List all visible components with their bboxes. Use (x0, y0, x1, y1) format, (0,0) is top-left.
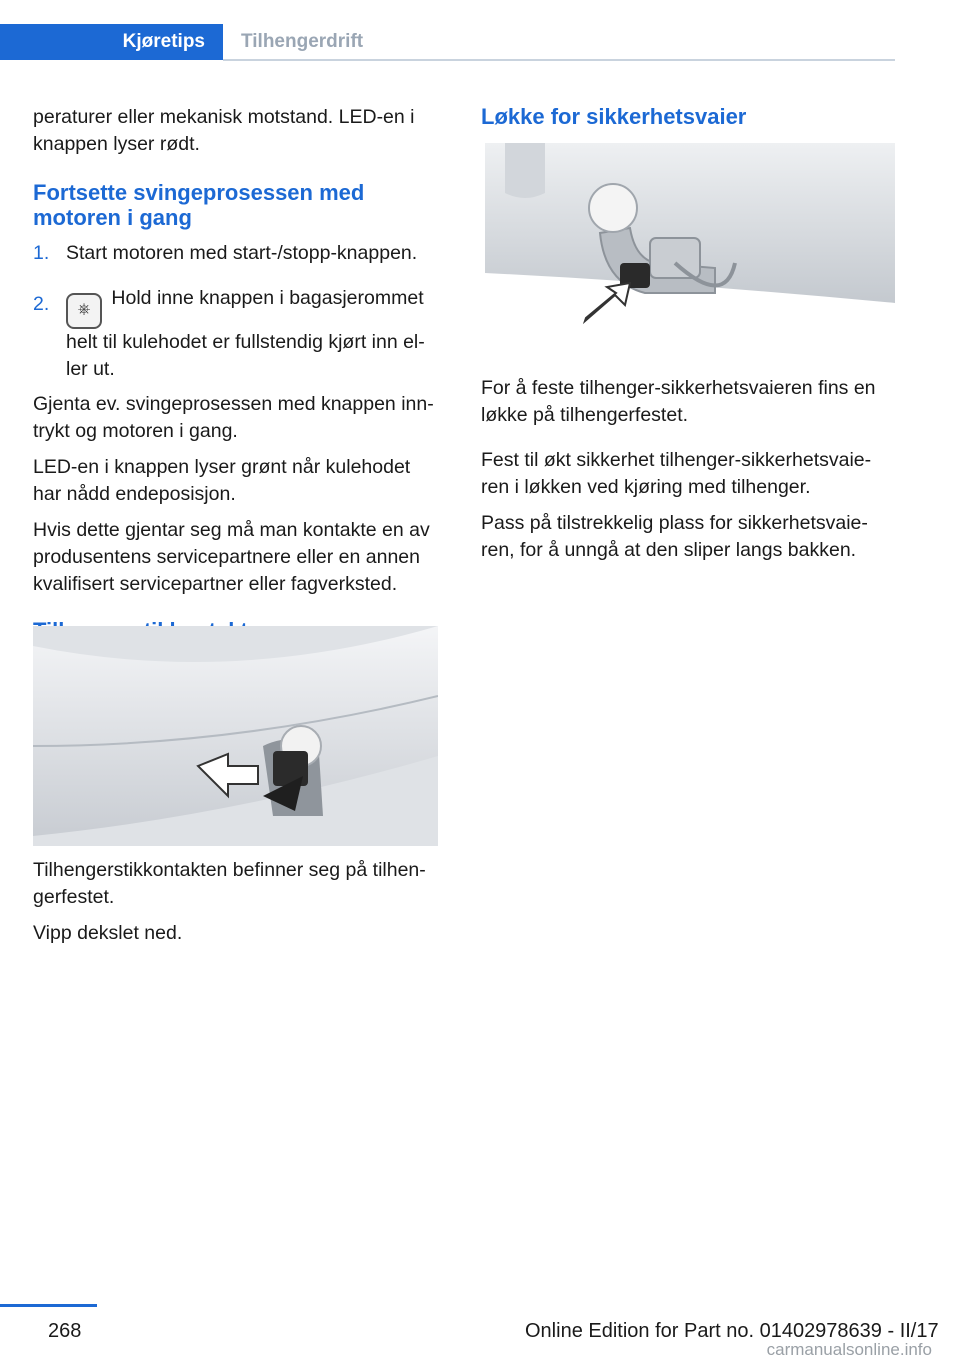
intro-text: peraturer eller mekanisk motstand. LED-en i knappen lyser rødt. (33, 106, 415, 155)
paragraph-loop-purpose: For å feste tilhenger-sikkerhetsvaieren fins en løkke på tilhengerfestet. (481, 377, 876, 426)
step-1 (33, 240, 443, 267)
step-1-text: Start motoren med start-/stopp-knappen. (66, 242, 418, 264)
trailer-socket-drawing (33, 626, 438, 846)
tab-tilhengerdrift[interactable]: Tilhengerdrift (241, 31, 364, 52)
paragraph-cable-clearance: Pass på tilstrekkelig plass for sikkerhetsvaie- ren, for å unngå at den sliper langs bakken. (481, 512, 868, 561)
step-2-text: Hold inne knappen i bagasjerommet helt til kulehodet er fullstendig kjørt inn el- ler ut. (66, 287, 425, 380)
tow-hitch-button-icon: ⎈ (66, 293, 102, 329)
tab-kjoretips[interactable]: Kjøretips (0, 24, 223, 60)
paragraph-led-green: LED-en i knappen lyser grønt når kulehodet har nådd endeposisjon. (33, 456, 411, 505)
paragraph-service: Hvis dette gjentar seg må man kontakte en av produsentens servicepartnere eller en annen kvalifisert servicepartner eller fagverksted. (33, 519, 430, 595)
safety-loop-drawing (485, 143, 895, 343)
step-2-number: 2. (33, 293, 50, 315)
paragraph-attach-cable: Fest til økt sikkerhet tilhenger-sikkerhetsvaie- ren i løkken ved kjøring med tilhenger. (481, 449, 872, 498)
edition-text: Online Edition for Part no. 01402978639 - II/17 (525, 1320, 939, 1342)
safety-loop-illustration (485, 143, 895, 343)
footer-accent-line (0, 1304, 97, 1307)
left-caption (33, 857, 443, 956)
header-divider (223, 59, 895, 61)
trailer-socket-illustration (33, 626, 438, 846)
paragraph-repeat: Gjenta ev. svingeprosessen med knappen inn- trykt og motoren i gang. (33, 393, 434, 442)
right-column (481, 375, 895, 573)
right-heading-block (481, 104, 895, 129)
left-column (33, 104, 443, 643)
caption-socket-location: Tilhengerstikkontakten befinner seg på tilhen- gerfestet. (33, 859, 426, 908)
step-2 (33, 285, 443, 383)
caption-flip-cover: Vipp dekslet ned. (33, 922, 183, 944)
heading-swing-with-engine: Fortsette svingeprosessen med motoren i gang (33, 180, 365, 230)
watermark: carmanualsonline.info (766, 1340, 932, 1359)
heading-safety-loop: Løkke for sikkerhetsvaier (481, 104, 747, 129)
page-number: 268 (48, 1320, 82, 1342)
header-tabs (0, 24, 895, 62)
step-1-number: 1. (33, 242, 50, 264)
